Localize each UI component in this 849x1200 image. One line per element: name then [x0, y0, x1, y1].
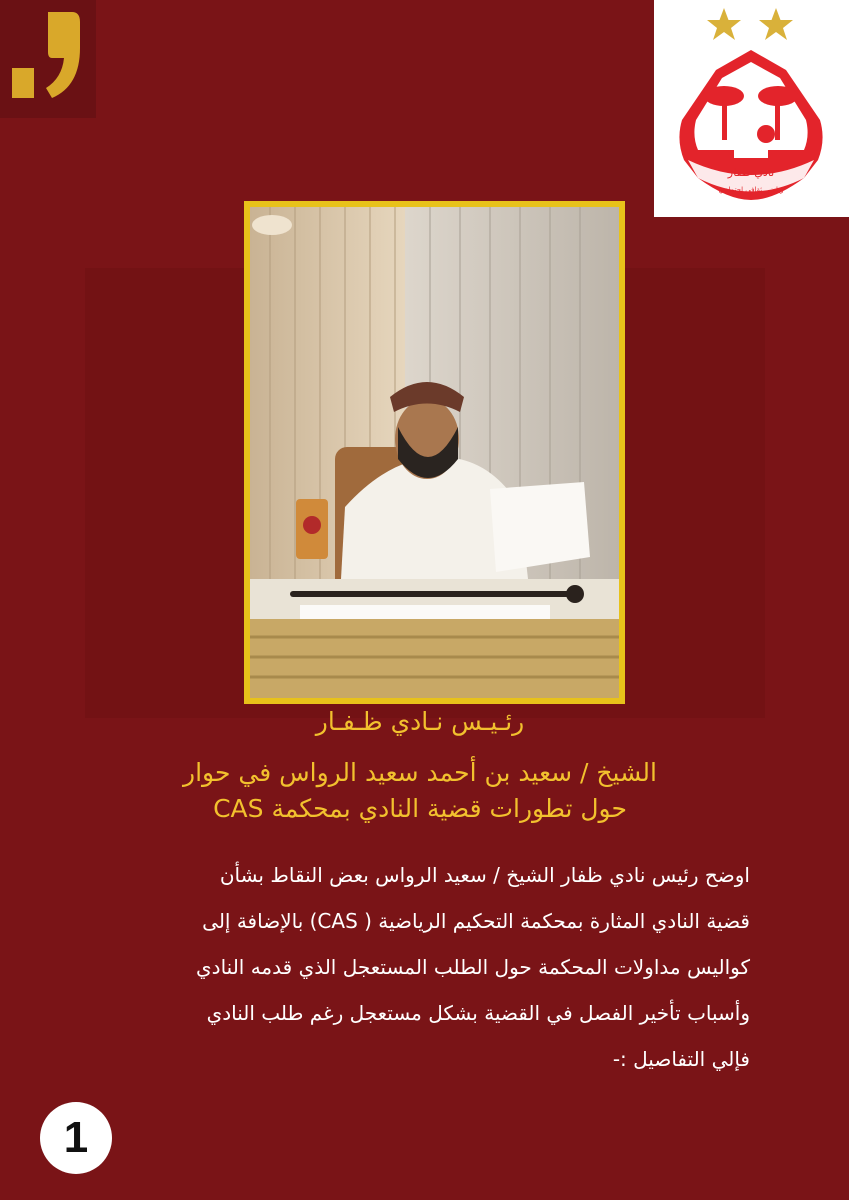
headline-topic: حول تطورات قضية النادي بمحكمة CAS	[213, 794, 627, 823]
headline-role: رئـيـس نـادي ظـفـار	[315, 707, 525, 736]
logo-text-bottom: رياضي ثقافي اجتماعي	[718, 186, 784, 194]
headline-name: الشيخ / سعيد بن أحمد سعيد الرواس في حوار	[183, 758, 657, 787]
corner-brand-mark	[0, 0, 96, 118]
star-icon	[759, 8, 793, 40]
portrait-photo	[250, 207, 619, 698]
body-line: وأسباب تأخير الفصل في القضية بشكل مستعجل رغم طلب النادي	[206, 1001, 750, 1025]
body-line: قضية النادي المثارة بمحكمة التحكيم الرياضية ( CAS) بالإضافة إلى	[202, 909, 750, 933]
body-line: كواليس مداولات المحكمة حول الطلب المستعجل الذي قدمه النادي	[196, 955, 750, 979]
photo-frame	[244, 201, 625, 704]
article-body	[90, 852, 750, 1082]
logo-text-top: نادي ظفار	[727, 166, 775, 179]
club-logo	[654, 0, 849, 217]
star-icon	[707, 8, 741, 40]
brand-corner-glyph-icon	[8, 8, 88, 100]
body-line: فإلي التفاصيل :-	[612, 1047, 750, 1071]
body-line: اوضح رئيس نادي ظفار الشيخ / سعيد الرواس بعض النقاط بشأن	[219, 863, 750, 887]
page-number-badge: 1	[40, 1102, 112, 1174]
dhofar-club-crest-icon	[654, 0, 849, 217]
